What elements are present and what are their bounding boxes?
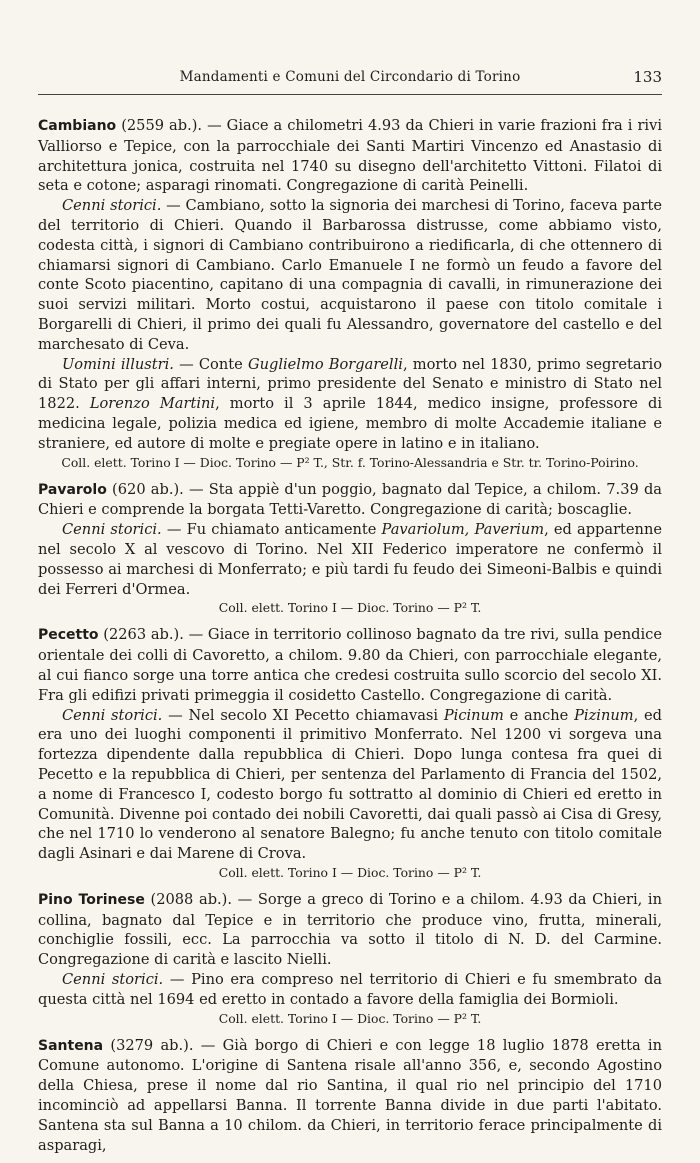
entry-heading: Pecetto xyxy=(38,627,99,644)
entry-pavarolo xyxy=(38,480,662,618)
entry-pino-torinese xyxy=(38,890,662,1028)
administrative-note: Coll. elett. Torino I — Dioc. Torino — P² T. xyxy=(218,1010,482,1026)
section-label: Cenni storici. xyxy=(62,521,162,539)
administrative-note: Coll. elett. Torino I — Dioc. Torino — P² T. xyxy=(218,864,482,880)
entry-paragraph: Cenni storici. — Cambiano, sotto la signoria dei marchesi di Torino, faceva parte del territorio di Chieri. Quando il Barbarossa distrusse, come abbiamo visto, codesta città, i signori di Cambiano contribuirono a riedificarla, di che ottennero di chiamarsi signori di Cambiano. Carlo Emanuele I ne formò un feudo a favore del conte Scoto piacentino, capitano di una compagnia di cavalli, in rimunerazione dei suoi servizi militari. Morto costui, acquistarono il paese con titolo comitale i Borgarelli di Chieri, il primo dei quali fu Alessandro, governatore del castello e del marchesato di Ceva. xyxy=(38,197,662,353)
entry-santena xyxy=(38,1036,662,1156)
entry-paragraph: Pino Torinese (2088 ab.). — Sorge a greco di Torino e a chilom. 4.93 da Chieri, in collina, bagnato dal Tepice e in territorio che produce vino, frutta, minerali, conchiglie fossili, ecc. La parrocchia va sotto il titolo di N. D. del Carmine. Congregazione di carità e lascito Nielli. xyxy=(38,890,662,969)
entry-heading: Pavarolo xyxy=(38,481,107,498)
entry-paragraph: Cambiano (2559 ab.). — Giace a chilometri 4.93 da Chieri in varie frazioni fra i rivi Valliorso e Tepice, con la parrocchiale dei Santi Martiri Vincenzo ed Anastasio di architettura jonica, costruita nel 1740 su disegno dell'architetto Vittoni. Filatoi di seta e cotone; asparagi rinomati. Congregazione di carità Peinelli. xyxy=(38,117,662,195)
page-header xyxy=(38,66,662,88)
entry-paragraph: Pecetto (2263 ab.). — Giace in territorio collinoso bagnato da tre rivi, sulla pendice orientale dei colli di Cavoretto, a chilom. 9.80 da Chieri, con parrocchiale elegante, al cui fianco sorge una torre antica che credesi costruita sullo scorcio del secolo XI. Fra gli edifizi privati primeggia il cosidetto Castello. Congregazione di carità. xyxy=(38,626,662,704)
section-label: Cenni storici. xyxy=(62,197,162,215)
entry-paragraph: Cenni storici. — Fu chiamato anticamente Pavariolum, Paverium, ed appartenne nel secolo X al vescovo di Torino. Nel XII Federico imperatore ne confermò il possesso ai marchesi di Monferrato; e più tardi fu feudo dei Simeoni-Balbis e quindi dei Ferreri d'Ormea. xyxy=(38,521,662,598)
section-label: Uomini illustri. xyxy=(62,355,174,373)
entry-paragraph: Cenni storici. — Pino era compreso nel territorio di Chieri e fu smembrato da questa città nel 1694 ed eretto in contado a favore della famiglia dei Bormioli. xyxy=(38,971,662,1008)
entry-paragraph: Uomini illustri. — Conte Guglielmo Borgarelli, morto nel 1830, primo segretario di Stato per gli affari interni, primo presidente del Senato e ministro di Stato nel 1822. Lorenzo Martini, morto il 3 aprile 1844, medico insigne, professore di medicina legale, polizia medica ed igiene, membro di molte Accademie italiane e straniere, ed autore di molte e pregiate opere in latino e in italiano. xyxy=(38,355,662,452)
administrative-note: Coll. elett. Torino I — Dioc. Torino — P² T., Str. f. Torino-Alessandria e Str. tr. Torino-Poirino. xyxy=(61,454,639,470)
header-rule xyxy=(38,94,662,95)
entry-heading: Pino Torinese xyxy=(38,891,145,908)
entry-heading: Santena xyxy=(38,1037,104,1054)
page-number: 133 xyxy=(633,68,662,86)
entry-paragraph: Pavarolo (620 ab.). — Sta appiè d'un poggio, bagnato dal Tepice, a chilom. 7.39 da Chieri e comprende la borgata Tetti-Varetto. Congregazione di carità; boscaglie. xyxy=(38,480,662,519)
section-label: Cenni storici. xyxy=(62,706,163,724)
entry-heading: Cambiano xyxy=(38,118,117,134)
entry-paragraph: Cenni storici. — Nel secolo XI Pecetto chiamavasi Picinum e anche Pizinum, ed era uno dei luoghi componenti il primitivo Monferrato. Nel 1200 vi sorgeva una fortezza dipendente dalla repubblica di Chieri. Dopo lunga contesa fra quei di Pecetto e la repubblica di Chieri, per sentenza del Parlamento di Francia del 1502, a nome di Francesco I, codesto borgo fu sottratto al dominio di Chieri ed eretto in Comunità. Divenne poi contado dei nobili Cavoretti, dai quali passò ai Cisa di Gresy, che nel 1710 lo venderono al senatore Balegno; fu anche tenuto con titolo comitale dagli Asinari e dai Marene di Crova. xyxy=(38,706,662,863)
entry-pecetto xyxy=(38,625,662,882)
entry-cambiano xyxy=(38,116,662,472)
section-label: Cenni storici. xyxy=(62,971,164,989)
entry-paragraph: Santena (3279 ab.). — Già borgo di Chieri e con legge 18 luglio 1878 eretta in Comune autonomo. L'origine di Santena risale all'anno 356, e, secondo Agostino della Chiesa, prese il nome dal rio Santina, il qual rio nel principio del 1710 incominciò ad appellarsi Banna. Il torrente Banna divide in due parti l'abitato. Santena sta sul Banna a 10 chilom. da Chieri, in territorio ferace principalmente di asparagi, xyxy=(38,1036,662,1154)
administrative-note: Coll. elett. Torino I — Dioc. Torino — P² T. xyxy=(218,600,482,616)
page-body xyxy=(38,116,662,1163)
running-title: Mandamenti e Comuni del Circondario di Torino xyxy=(179,69,521,85)
